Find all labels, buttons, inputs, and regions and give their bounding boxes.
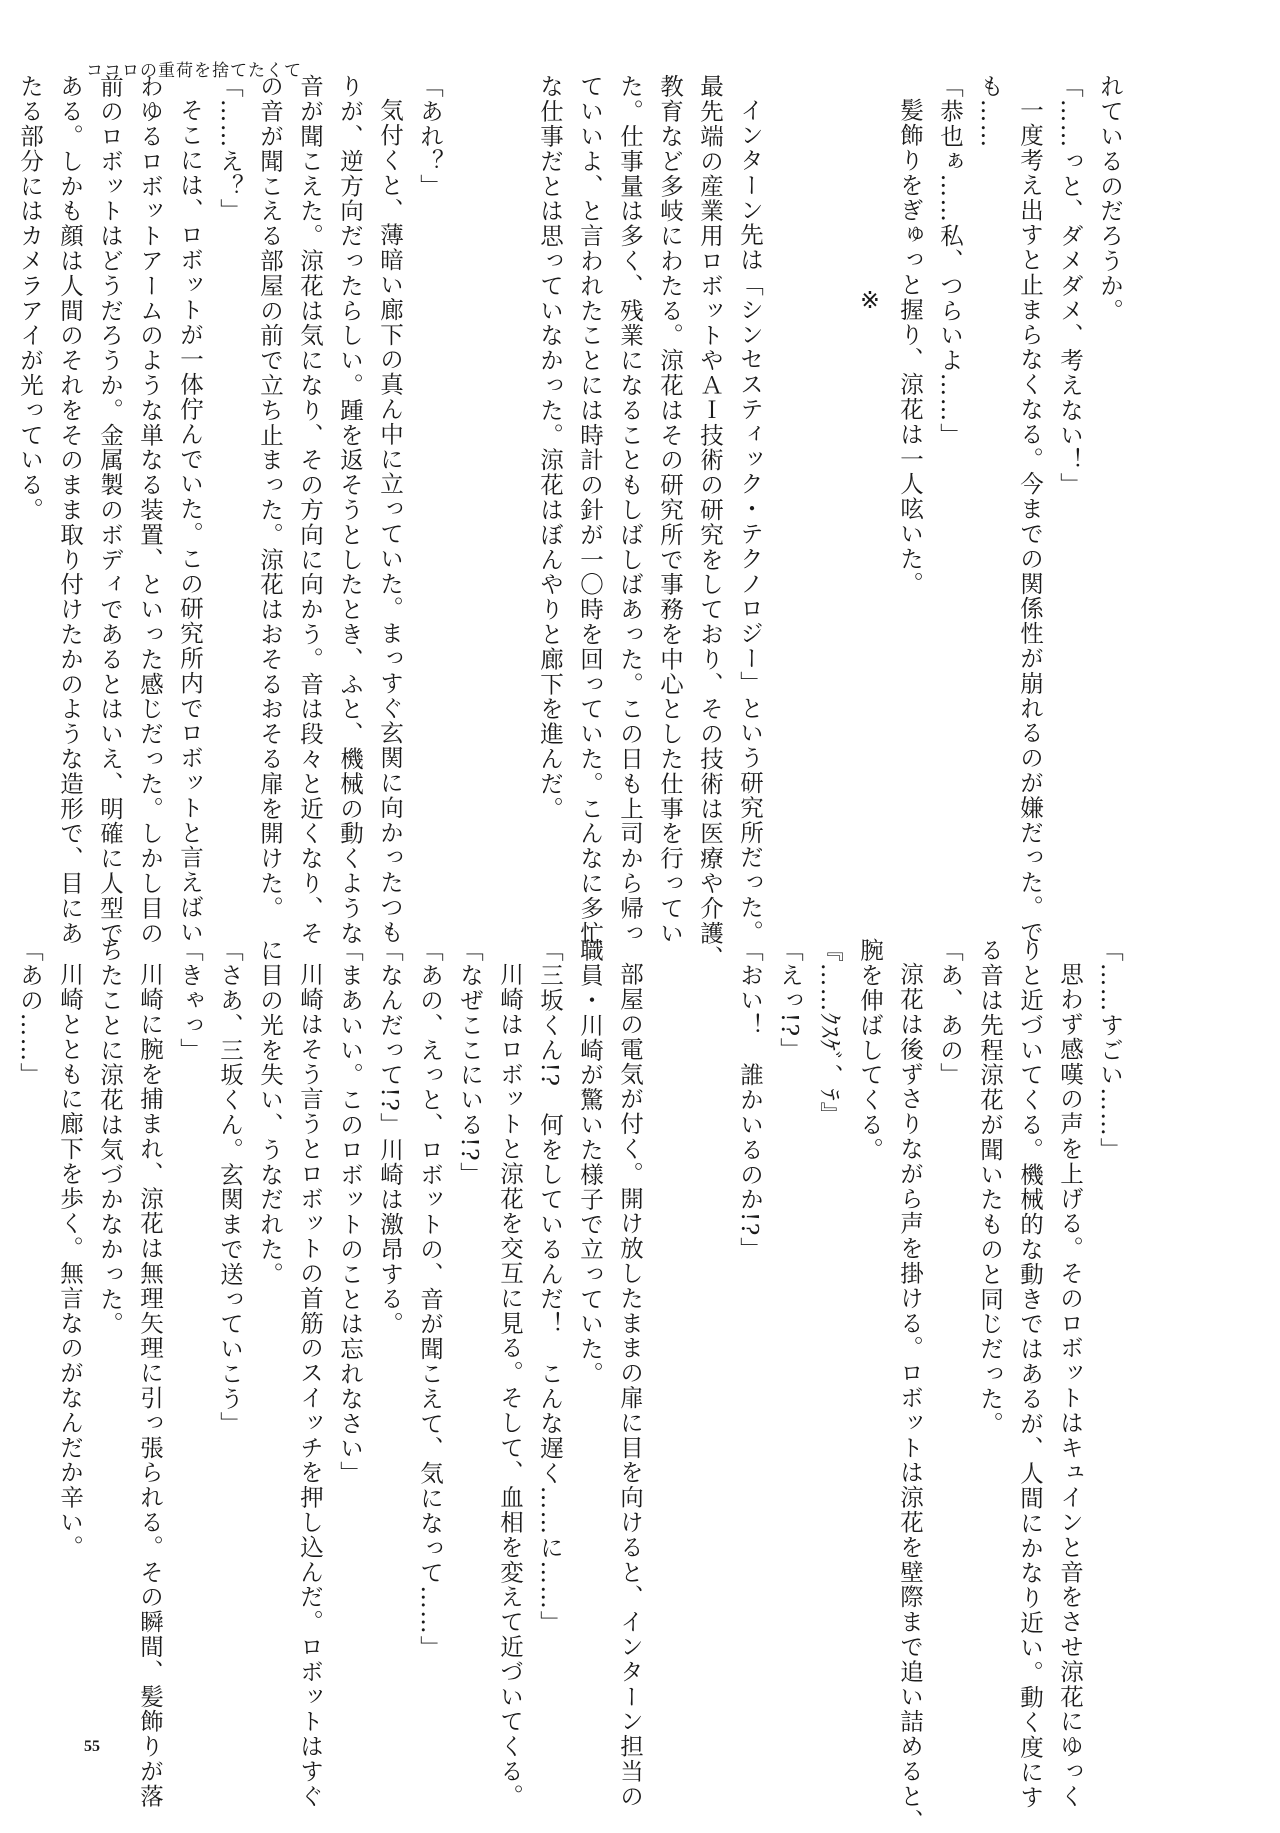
text-line: ある。しかも顔は人間のそれをそのまま取り付けたかのような造形で、目にあ <box>56 74 84 946</box>
dialogue-line: 「きゃっ」 <box>176 938 204 1063</box>
text-line: 部屋の電気が付く。開け放したままの扉に目を向けると、インターン担当の <box>616 961 644 1809</box>
dialogue-line: 『……ｸｽｹﾞ、ﾃ』 <box>816 938 844 1127</box>
text-block-lower-right <box>690 938 1130 1833</box>
text-line: りが、逆方向だったらしい。踵を返そうとしたとき、ふと、機械の動くような <box>336 74 364 946</box>
dialogue-line: 「おい！ 誰かいるのか!?」 <box>736 938 764 1262</box>
dialogue-line: 「……すごい……」 <box>1096 938 1124 1163</box>
text-block-upper-right <box>810 74 1130 945</box>
text-line: 腕を伸ばしてくる。 <box>856 938 884 1163</box>
dialogue-line: 「……え？」 <box>216 74 244 224</box>
dialogue-line: 「なぜここにいる!?」 <box>456 938 484 1187</box>
dialogue-line: 「……っと、ダメダメ、考えない！」 <box>1056 74 1084 498</box>
text-line: れているのだろうか。 <box>1096 74 1124 323</box>
text-line: 涼花は後ずさりながら声を掛ける。ロボットは涼花を壁際まで追い詰めると、 <box>896 961 924 1833</box>
dialogue-line: 「三坂くん!? 何をしているんだ！ こんな遅く……に……」 <box>536 938 564 1636</box>
text-line: 川崎とともに廊下を歩く。無言なのがなんだか辛い。 <box>56 961 84 1560</box>
text-line: な仕事だとは思っていなかった。涼花はぼんやりと廊下を進んだ。 <box>536 74 564 821</box>
text-line: インターン先は「シンセスティック・テクノロジー」という研究所だった。 <box>736 97 764 945</box>
text-line: 最先端の産業用ロボットやＡＩ技術の研究をしており、その技術は医療や介護、 <box>696 74 724 971</box>
dialogue-line: 「なんだって!?」川崎は激昂する。 <box>376 938 404 1337</box>
text-line: ていいよ、と言われたことには時計の針が一〇時を回っていた。こんなに多忙 <box>576 74 604 946</box>
text-block-upper-middle <box>490 74 770 971</box>
dialogue-line: 「あの……」 <box>16 938 44 1088</box>
text-block-upper-left <box>16 74 450 946</box>
text-line: の音が聞こえる部屋の前で立ち止まった。涼花はおそるおそる扉を開けた。 <box>256 74 284 921</box>
dialogue-line: 「えっ!?」 <box>776 938 804 1063</box>
dialogue-line: 「さあ、三坂くん。玄関まで送っていこう」 <box>216 938 244 1436</box>
dialogue-line: 「あの、えっと、ロボットの、音が聞こえて、気になって……」 <box>416 938 444 1661</box>
text-line: 職員・川崎が驚いた様子で立っていた。 <box>576 938 604 1387</box>
text-line: 川崎はそう言うとロボットの首筋のスイッチを押し込んだ。ロボットはすぐ <box>296 961 324 1809</box>
text-line: る音は先程涼花が聞いたものと同じだった。 <box>976 938 1004 1436</box>
text-line: に目の光を失い、うなだれた。 <box>256 938 284 1287</box>
text-line: 川崎はロボットと涼花を交互に見る。そして、血相を変えて近づいてくる。 <box>496 961 524 1809</box>
text-line: 教育など多岐にわたる。涼花はその研究所で事務を中心とした仕事を行ってい <box>656 74 684 946</box>
text-line: そこには、ロボットが一体佇んでいた。この研究所内でロボットと言えばい <box>176 97 204 945</box>
text-line: も…… <box>976 74 1004 149</box>
dialogue-line: 「恭也ぁ……私、つらいよ……」 <box>936 74 964 448</box>
text-line: 気付くと、薄暗い廊下の真ん中に立っていた。まっすぐ玄関に向かったつも <box>376 97 404 945</box>
text-line: 思わず感嘆の声を上げる。そのロボットはキュインと音をさせ涼花にゆっく <box>1056 961 1084 1809</box>
running-head: ココロの重荷を捨てたくて <box>86 61 302 81</box>
text-line: 川崎に腕を捕まれ、涼花は無理矢理に引っ張られる。その瞬間、髪飾りが落 <box>136 961 164 1809</box>
dialogue-line: 「まあいい。このロボットのことは忘れなさい」 <box>336 938 364 1486</box>
text-line: 髪飾りをぎゅっと握り、涼花は一人呟いた。 <box>896 97 924 596</box>
page-number: 55 <box>84 1738 100 1755</box>
dialogue-line: 「あれ？」 <box>416 74 444 199</box>
text-line: ちたことに涼花は気づかなかった。 <box>96 938 124 1337</box>
text-line: 一度考え出すと止まらなくなる。今までの関係性が崩れるのが嫌だった。で <box>1016 97 1044 945</box>
text-line: りと近づいてくる。機械的な動きではあるが、人間にかなり近い。動く度にす <box>1016 938 1044 1810</box>
scene-separator: ※ <box>856 285 884 315</box>
text-line: 前のロボットはどうだろうか。金属製のボディであるとはいえ、明確に人型で <box>96 74 124 946</box>
text-line: 音が聞こえた。涼花は気になり、その方向に向かう。音は段々と近くなり、そ <box>296 74 324 946</box>
dialogue-line: 「あ、あの」 <box>936 938 964 1088</box>
text-line: た。仕事量は多く、残業になることもしばしばあった。この日も上司から帰っ <box>616 74 644 946</box>
text-line: わゆるロボットアームのような単なる装置、といった感じだった。しかし目の <box>136 74 164 946</box>
text-line: たる部分にはカメラアイが光っている。 <box>16 74 44 523</box>
